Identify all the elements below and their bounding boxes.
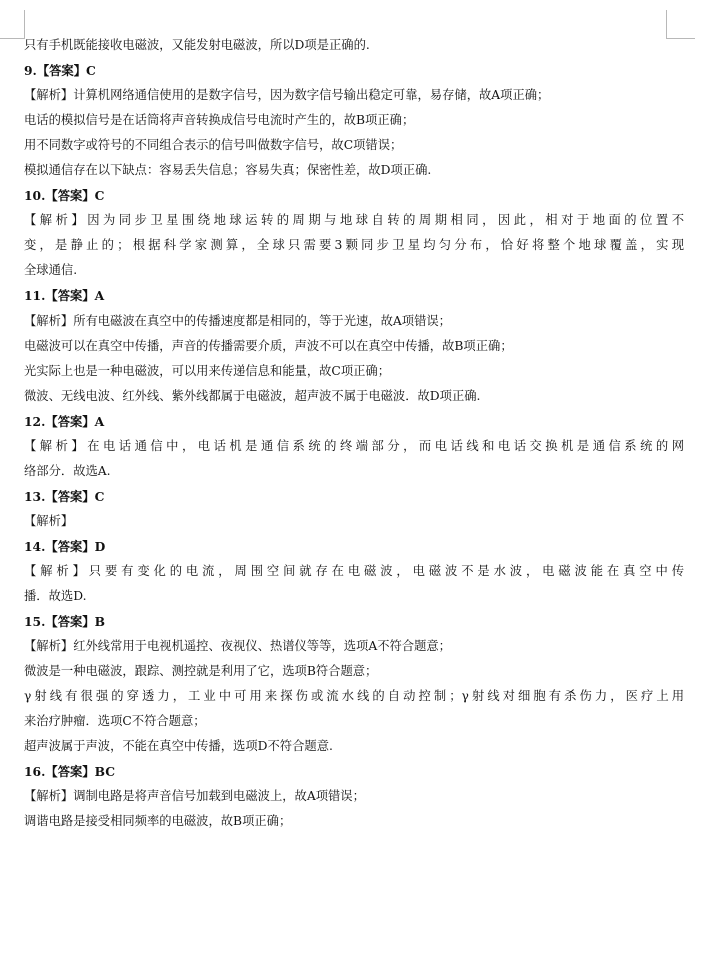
text-line: 【解析】因为同步卫星围绕地球运转的周期与地球自转的周期相同，因此，相对于地面的位置不 bbox=[24, 213, 684, 228]
text-line: 【解析】计算机网络通信使用的是数字信号，因为数字信号输出稳定可靠，易存储，故A项正确； bbox=[24, 88, 550, 103]
text-line: 【解析】只要有变化的电流，周围空间就存在电磁波，电磁波不是水波，电磁波能在真空中传 bbox=[24, 563, 684, 578]
answer-heading: 14.【答案】D bbox=[24, 538, 106, 554]
answer-heading: 11.【答案】A bbox=[24, 288, 105, 304]
text-line: 【解析】调制电路是将声音信号加载到电磁波上，故A项错误； bbox=[24, 789, 365, 804]
document-body bbox=[24, 33, 684, 835]
answer-heading: 10.【答案】C bbox=[24, 188, 105, 204]
text-line: γ射线有很强的穿透力，工业中可用来探伤或流水线的自动控制；γ射线对细胞有杀伤力，医疗上用 bbox=[24, 689, 684, 704]
answer-heading: 16.【答案】BC bbox=[24, 764, 115, 780]
text-line: 电话的模拟信号是在话筒将声音转换成信号电流时产生的，故B项正确； bbox=[24, 113, 415, 128]
text-line: 播．故选D. bbox=[24, 589, 87, 604]
answer-heading: 9.【答案】C bbox=[24, 63, 96, 79]
text-line: 微波是一种电磁波，跟踪、测控就是利用了它，选项B符合题意； bbox=[24, 664, 378, 679]
text-line: 只有手机既能接收电磁波，又能发射电磁波，所以D项是正确的. bbox=[24, 38, 370, 52]
text-line: 【解析】在电话通信中，电话机是通信系统的终端部分，而电话线和电话交换机是通信系统的网 bbox=[24, 438, 684, 453]
text-line: 调谐电路是接受相同频率的电磁波，故B项正确； bbox=[24, 814, 292, 829]
text-line: 来治疗肿瘤．选项C不符合题意； bbox=[24, 714, 206, 729]
text-line: 光实际上也是一种电磁波，可以用来传递信息和能量，故C项正确； bbox=[24, 363, 391, 378]
text-line: 全球通信. bbox=[24, 263, 78, 278]
text-line: 络部分．故选A. bbox=[24, 463, 111, 478]
crop-mark-top-left bbox=[0, 10, 25, 39]
text-line: 【解析】 bbox=[24, 513, 74, 528]
answer-heading: 12.【答案】A bbox=[24, 413, 105, 429]
text-line: 微波、无线电波、红外线、紫外线都属于电磁波，超声波不属于电磁波．故D项正确. bbox=[24, 388, 481, 403]
text-line: 变，是静止的；根据科学家测算，全球只需要3颗同步卫星均匀分布，恰好将整个地球覆盖，实现 bbox=[24, 238, 684, 253]
text-line: 模拟通信存在以下缺点：容易丢失信息；容易失真；保密性差，故D项正确. bbox=[24, 163, 432, 178]
text-line: 超声波属于声波，不能在真空中传播，选项D不符合题意. bbox=[24, 739, 333, 754]
answer-heading: 13.【答案】C bbox=[24, 488, 105, 504]
text-line: 【解析】所有电磁波在真空中的传播速度都是相同的，等于光速，故A项错误； bbox=[24, 313, 451, 328]
text-line: 【解析】红外线常用于电视机遥控、夜视仪、热谱仪等等，选项A不符合题意； bbox=[24, 639, 451, 654]
answer-heading: 15.【答案】B bbox=[24, 614, 105, 630]
text-line: 用不同数字或符号的不同组合表示的信号叫做数字信号，故C项错误； bbox=[24, 138, 403, 153]
text-line: 电磁波可以在真空中传播，声音的传播需要介质，声波不可以在真空中传播，故B项正确； bbox=[24, 338, 513, 353]
